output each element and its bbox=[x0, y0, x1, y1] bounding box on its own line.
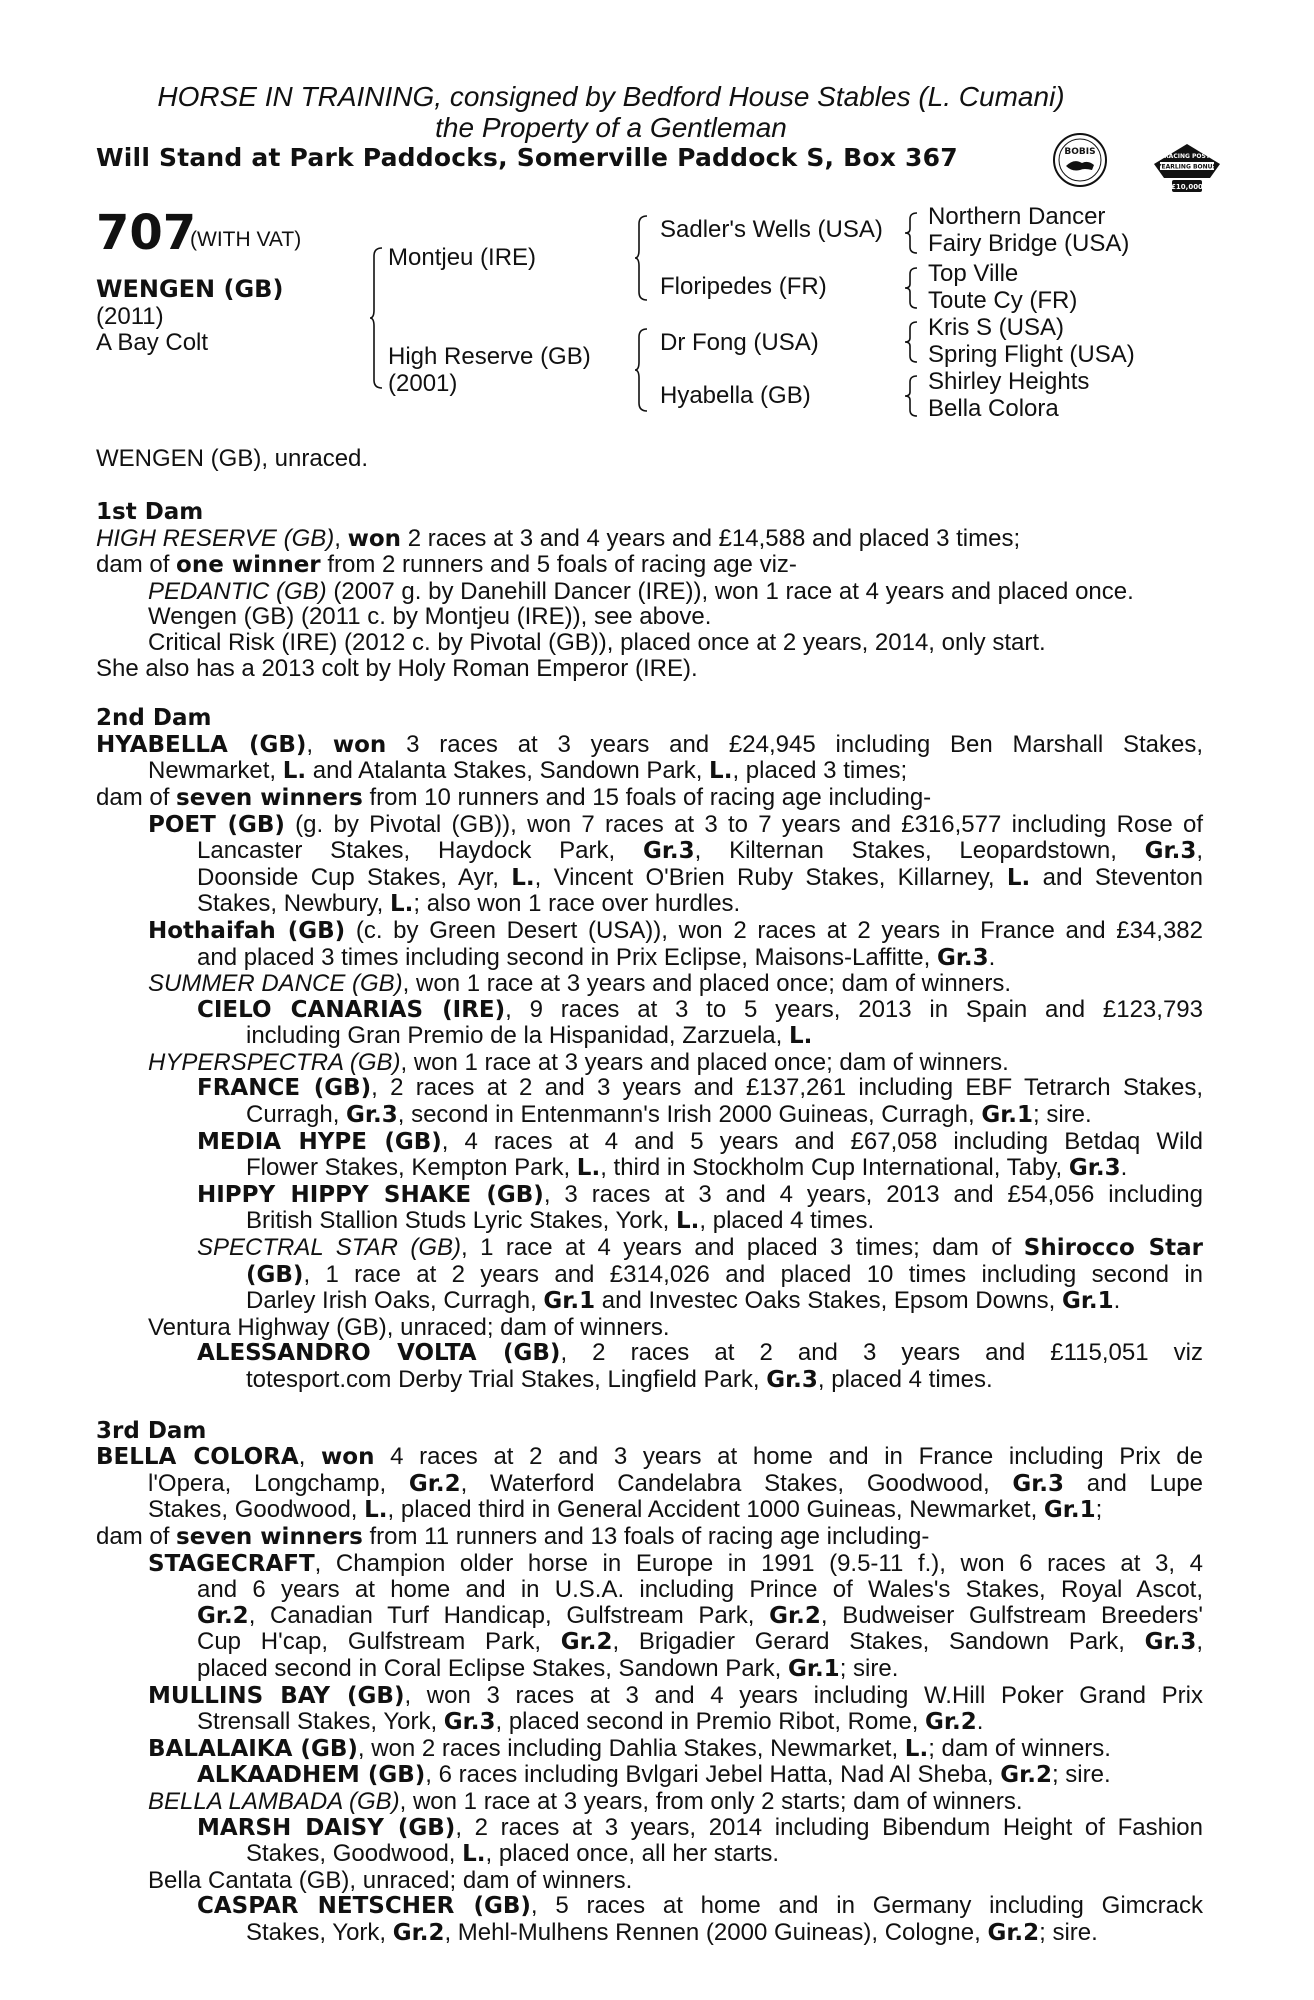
pedigree-sire-sire: Sadler's Wells (USA) bbox=[660, 216, 883, 243]
produce-entry: Wengen (GB) (2011 c. by Montjeu (IRE)), see above. bbox=[148, 603, 712, 631]
produce-entry: Ventura Highway (GB), unraced; dam of winners. bbox=[148, 1313, 670, 1341]
dam-produce-line: dam of seven winners from 11 runners and 13 foals of racing age including- bbox=[96, 1522, 930, 1550]
dam-produce-line: dam of one winner from 2 runners and 5 foals of racing age viz- bbox=[96, 551, 797, 579]
produce-entry-cont: Gr.2, Canadian Turf Handicap, Gulfstream Park, Gr.2, Budweiser Gulfstream Breeders' bbox=[197, 1601, 1203, 1629]
produce-entry: SUMMER DANCE (GB), won 1 race at 3 years and placed once; dam of winners. bbox=[148, 970, 1012, 998]
pedigree-brace-g3-3 bbox=[905, 320, 919, 364]
pedigree-g3-sss: Northern Dancer bbox=[928, 203, 1106, 230]
produce-entry: ALESSANDRO VOLTA (GB), 2 races at 2 and 3 years and £115,051 viz bbox=[197, 1339, 1203, 1367]
produce-entry-cont: Cup H'cap, Gulfstream Park, Gr.2, Brigadier Gerard Stakes, Sandown Park, Gr.3, bbox=[197, 1628, 1203, 1656]
produce-entry-cont: Strensall Stakes, York, Gr.3, placed second in Premio Ribot, Rome, Gr.2. bbox=[197, 1708, 984, 1736]
section-heading: 1st Dam bbox=[96, 499, 204, 525]
dam-record-line: l'Opera, Longchamp, Gr.2, Waterford Candelabra Stakes, Goodwood, Gr.3 and Lupe bbox=[148, 1469, 1203, 1497]
produce-entry-cont: (GB), 1 race at 2 years and £314,026 and placed 10 times including second in bbox=[246, 1260, 1203, 1288]
pedigree-g3-dss: Kris S (USA) bbox=[928, 314, 1065, 341]
stand-location: Will Stand at Park Paddocks, Somerville Paddock S, Box 367 bbox=[96, 143, 958, 172]
pedigree-sire-dam: Floripedes (FR) bbox=[660, 273, 827, 300]
produce-entry-cont: Lancaster Stakes, Haydock Park, Gr.3, Kilternan Stakes, Leopardstown, Gr.3, bbox=[197, 837, 1203, 865]
pedigree-dam-year: (2001) bbox=[388, 370, 458, 397]
pedigree-dam-dam: Hyabella (GB) bbox=[660, 382, 811, 409]
svg-text:BOBIS: BOBIS bbox=[1064, 147, 1096, 157]
produce-entry: CIELO CANARIAS (IRE), 9 races at 3 to 5 years, 2013 in Spain and £123,793 bbox=[197, 995, 1203, 1023]
dam-record-line: HIGH RESERVE (GB), won 2 races at 3 and 4 years and £14,588 and placed 3 times; bbox=[96, 524, 1021, 552]
section-heading: 2nd Dam bbox=[96, 705, 212, 732]
produce-entry: MULLINS BAY (GB), won 3 races at 3 and 4 years including W.Hill Poker Grand Prix bbox=[148, 1681, 1203, 1709]
pedigree-g3-ddd: Bella Colora bbox=[928, 395, 1059, 422]
dam-record-line: HYABELLA (GB), won 3 races at 3 years and £24,945 including Ben Marshall Stakes, bbox=[96, 730, 1203, 758]
svg-text:£10,000: £10,000 bbox=[1171, 183, 1203, 191]
svg-text:YEARLING BONUS: YEARLING BONUS bbox=[1157, 163, 1217, 171]
pedigree-g3-dsd: Spring Flight (USA) bbox=[928, 341, 1135, 368]
produce-entry-cont: British Stallion Studs Lyric Stakes, York, L., placed 4 times. bbox=[246, 1207, 875, 1235]
produce-entry-cont: Flower Stakes, Kempton Park, L., third in Stockholm Cup International, Taby, Gr.3. bbox=[246, 1154, 1128, 1182]
produce-entry-cont: including Gran Premio de la Hispanidad, Zarzuela, L. bbox=[246, 1022, 813, 1050]
section-heading: 3rd Dam bbox=[96, 1417, 207, 1444]
produce-entry: MARSH DAISY (GB), 2 races at 3 years, 2014 including Bibendum Height of Fashion bbox=[197, 1813, 1203, 1841]
produce-entry: HYPERSPECTRA (GB), won 1 race at 3 years and placed once; dam of winners. bbox=[148, 1048, 1009, 1076]
produce-entry-cont: Darley Irish Oaks, Curragh, Gr.1 and Investec Oaks Stakes, Epsom Downs, Gr.1. bbox=[246, 1287, 1121, 1315]
pedigree-g3-ssd: Fairy Bridge (USA) bbox=[928, 230, 1130, 257]
produce-entry: PEDANTIC (GB) (2007 g. by Danehill Dancer (IRE)), won 1 race at 4 years and placed once. bbox=[148, 577, 1134, 605]
produce-entry: CASPAR NETSCHER (GB), 5 races at home and in Germany including Gimcrack bbox=[197, 1892, 1203, 1920]
third-dam-section bbox=[96, 1419, 1203, 1947]
pedigree-dam: High Reserve (GB) bbox=[388, 343, 591, 370]
pedigree-brace-sire-line bbox=[635, 214, 649, 302]
svg-text:RACING POST: RACING POST bbox=[1164, 153, 1210, 160]
pedigree-brace-g3-1 bbox=[905, 211, 919, 255]
produce-entry-cont: Stakes, Goodwood, L., placed once, all her starts. bbox=[246, 1840, 780, 1868]
pedigree-brace-gen1 bbox=[370, 246, 384, 390]
produce-entry-cont: and 6 years at home and in U.S.A. including Prince of Wales's Stakes, Royal Ascot, bbox=[197, 1576, 1203, 1604]
produce-entry-cont: Stakes, York, Gr.2, Mehl-Mulhens Rennen (2000 Guineas), Cologne, Gr.2; sire. bbox=[246, 1918, 1098, 1946]
pedigree-g3-sdd: Toute Cy (FR) bbox=[928, 287, 1078, 314]
produce-entry-cont: placed second in Coral Eclipse Stakes, Sandown Park, Gr.1; sire. bbox=[197, 1654, 899, 1682]
produce-entry: Hothaifah (GB) (c. by Green Desert (USA)), won 2 races at 2 years in France and £34,382 bbox=[148, 916, 1203, 944]
dam-produce-line: dam of seven winners from 10 runners and 15 foals of racing age including- bbox=[96, 783, 932, 811]
dam-record-line: Newmarket, L. and Atalanta Stakes, Sandown Park, L., placed 3 times; bbox=[148, 757, 908, 785]
produce-entry: FRANCE (GB), 2 races at 2 and 3 years and £137,261 including EBF Tetrarch Stakes, bbox=[197, 1074, 1203, 1102]
catalogue-header-property: the Property of a Gentleman bbox=[435, 112, 787, 143]
horse-description: A Bay Colt bbox=[96, 329, 209, 356]
pedigree-brace-g3-4 bbox=[905, 374, 919, 418]
horse-name: WENGEN (GB) bbox=[96, 275, 284, 303]
racing-post-yearling-bonus-logo bbox=[1148, 138, 1226, 202]
pedigree-sire: Montjeu (IRE) bbox=[388, 244, 537, 271]
produce-entry-cont: totesport.com Derby Trial Stakes, Lingfield Park, Gr.3, placed 4 times. bbox=[246, 1366, 993, 1393]
produce-note: She also has a 2013 colt by Holy Roman Emperor (IRE). bbox=[96, 654, 698, 682]
produce-entry: POET (GB) (g. by Pivotal (GB)), won 7 races at 3 to 7 years and £316,577 including Rose of bbox=[148, 810, 1204, 838]
second-dam-section bbox=[96, 706, 1203, 1393]
produce-entry-cont: and placed 3 times including second in Prix Eclipse, Maisons-Laffitte, Gr.3. bbox=[197, 943, 996, 971]
pedigree-g3-dds: Shirley Heights bbox=[928, 368, 1090, 395]
pedigree-dam-sire: Dr Fong (USA) bbox=[660, 329, 819, 356]
pedigree-brace-dam-line bbox=[635, 327, 649, 413]
bobis-logo bbox=[1052, 132, 1108, 188]
produce-entry-cont: Curragh, Gr.3, second in Entenmann's Irish 2000 Guineas, Curragh, Gr.1; sire. bbox=[246, 1101, 1092, 1129]
produce-entry-cont: Stakes, Newbury, L.; also won 1 race over hurdles. bbox=[197, 890, 741, 918]
catalogue-header-consignor: HORSE IN TRAINING, consigned by Bedford House Stables (L. Cumani) bbox=[157, 81, 1065, 112]
dam-record-line: Stakes, Goodwood, L., placed third in General Accident 1000 Guineas, Newmarket, Gr.1; bbox=[148, 1496, 1103, 1524]
produce-entry: HIPPY HIPPY SHAKE (GB), 3 races at 3 and 4 years, 2013 and £54,056 including bbox=[197, 1180, 1203, 1208]
pedigree-g3-sds: Top Ville bbox=[928, 260, 1019, 287]
produce-entry: Critical Risk (IRE) (2012 c. by Pivotal (GB)), placed once at 2 years, 2014, only start. bbox=[148, 628, 1046, 656]
produce-entry: BALALAIKA (GB), won 2 races including Dahlia Stakes, Newmarket, L.; dam of winners. bbox=[148, 1734, 1111, 1762]
catalogue-body bbox=[96, 500, 1203, 1946]
race-record-summary: WENGEN (GB), unraced. bbox=[96, 445, 369, 472]
produce-entry: ALKAADHEM (GB), 6 races including Bvlgari Jebel Hatta, Nad Al Sheba, Gr.2; sire. bbox=[197, 1761, 1111, 1789]
produce-entry: BELLA LAMBADA (GB), won 1 race at 3 years, from only 2 starts; dam of winners. bbox=[148, 1787, 1023, 1815]
produce-entry: SPECTRAL STAR (GB), 1 race at 4 years and placed 3 times; dam of Shirocco Star bbox=[197, 1234, 1204, 1262]
horse-foaling-year: (2011) bbox=[96, 303, 164, 330]
pedigree-brace-g3-2 bbox=[905, 266, 919, 310]
lot-number: 707 bbox=[96, 205, 197, 261]
produce-entry: STAGECRAFT, Champion older horse in Europe in 1991 (9.5-11 f.), won 6 races at 3, 4 bbox=[148, 1549, 1203, 1577]
produce-entry: Bella Cantata (GB), unraced; dam of winners. bbox=[148, 1866, 633, 1894]
dam-record-line: BELLA COLORA, won 4 races at 2 and 3 years at home and in France including Prix de bbox=[96, 1443, 1203, 1471]
vat-note: (WITH VAT) bbox=[190, 228, 302, 251]
produce-entry: MEDIA HYPE (GB), 4 races at 4 and 5 years and £67,058 including Betdaq Wild bbox=[197, 1127, 1204, 1155]
produce-entry-cont: Doonside Cup Stakes, Ayr, L., Vincent O'Brien Ruby Stakes, Killarney, L. and Steventon bbox=[197, 863, 1203, 891]
first-dam-section bbox=[96, 500, 1203, 681]
